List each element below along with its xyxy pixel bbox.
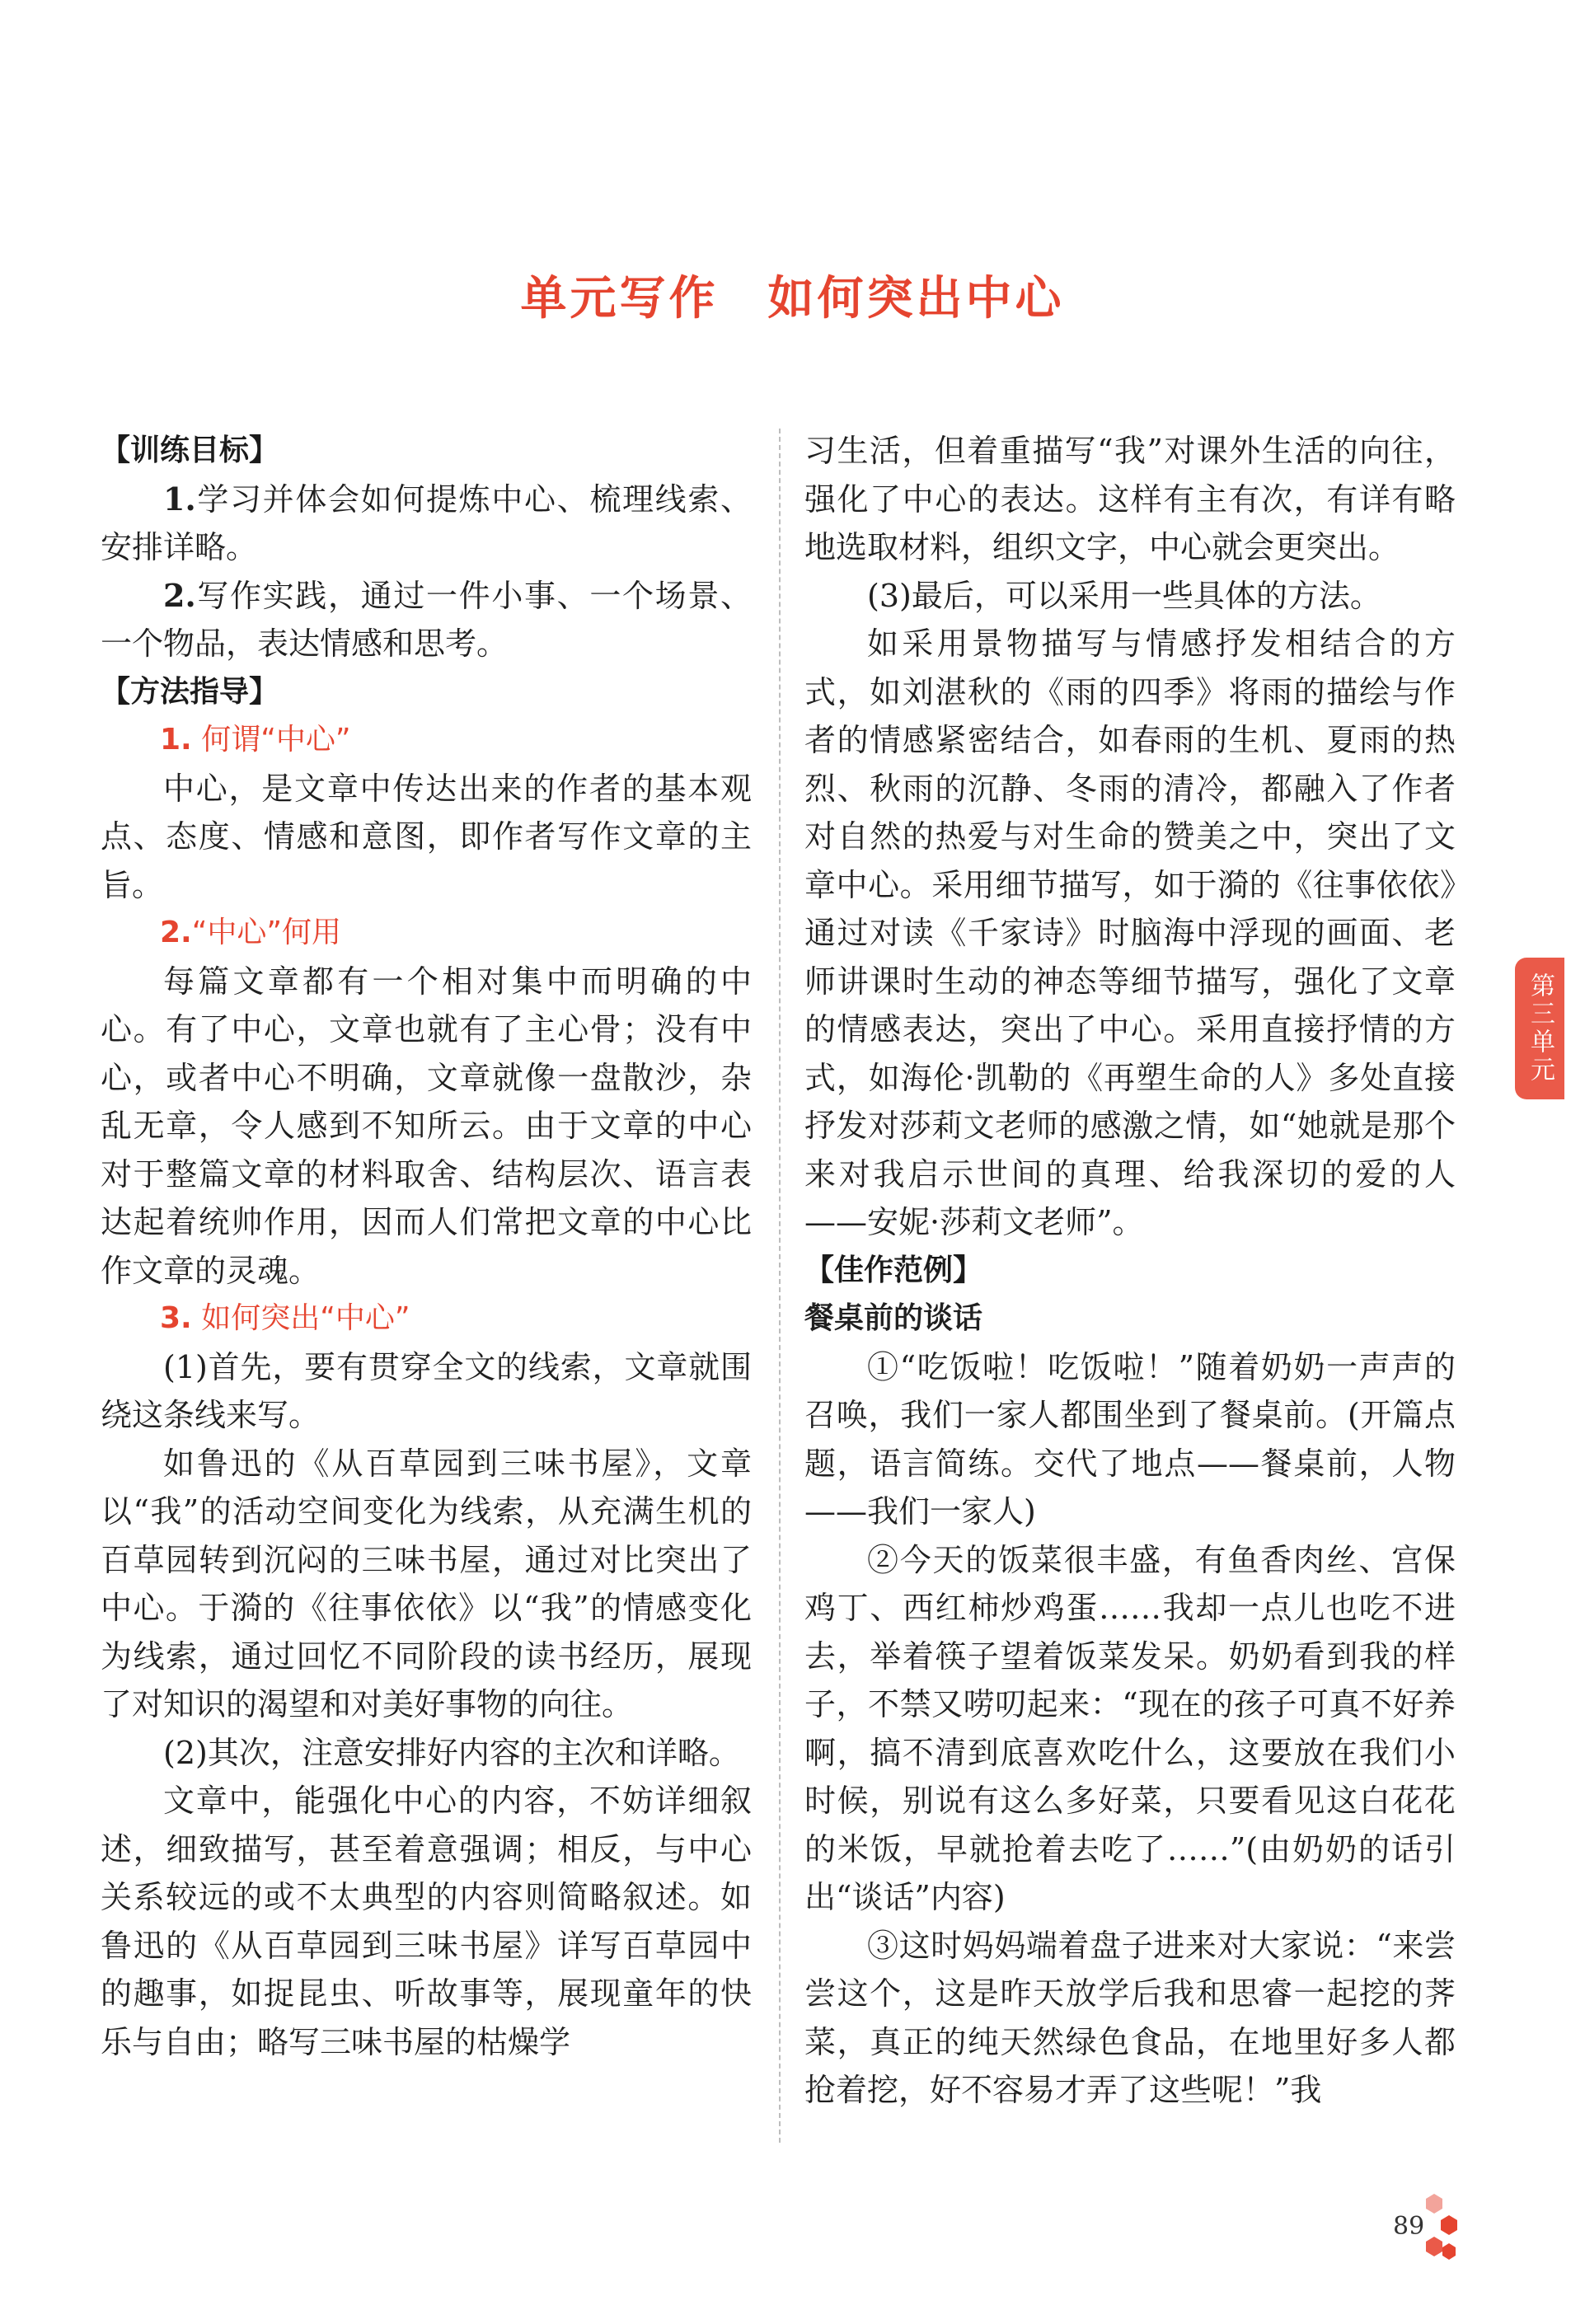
- paragraph-example-3: 如采用景物描写与情感抒发相结合的方式，如刘湛秋的《雨的四季》将雨的描绘与作者的情感紧密结合，如春雨的生机、夏雨的热烈、秋雨的沉静、冬雨的清冷，都融入了作者对自然的热爱与对生命的赞美之中，突出了文章中心。采用细节描写，如于漪的《往事依依》通过对读《千家诗》时脑海中浮现的画面、老师讲课时生动的神态等细节描写，强化了文章的情感表达，突出了中心。采用直接抒情的方式，如海伦·凯勒的《再塑生命的人》多处直接抒发对莎莉文老师的感激之情，如“她就是那个来对我启示世间的真理、给我深切的爱的人——安妮·莎莉文老师”。: [804, 626, 1456, 1240]
- subheading-3-text: 如何突出“中心”: [201, 1301, 410, 1335]
- essay-paragraph-1: ①“吃饭啦！吃饭啦！”随着奶奶一声声的召唤，我们一家人都围坐到了餐桌前。(开篇点题，语言简练。交代了地点——餐桌前，人物——我们一家人): [804, 1348, 1456, 1530]
- goal-2-text: 写作实践，通过一件小事、一个场景、一个物品，表达情感和思考。: [101, 577, 752, 662]
- column-divider: [779, 429, 781, 2143]
- essay-paragraph-3: ③这时妈妈端着盘子进来对大家说：“来尝尝这个，这是昨天放学后我和思睿一起挖的荠菜，真正的纯天然绿色食品，在地里好多人都抢着挖，好不容易才弄了这些呢！”我: [804, 1927, 1456, 2108]
- subheading-3-number: 3.: [160, 1301, 192, 1335]
- subheading-1-text: 何谓“中心”: [201, 723, 351, 757]
- paragraph-example-1: 如鲁迅的《从百草园到三味书屋》，文章以“我”的活动空间变化为线索，从充满生机的百草园转到沉闷的三味书屋，通过对比突出了中心。于漪的《往事依依》以“我”的情感变化为线索，通过回忆不同阶段的读书经历，展现了对知识的渴望和对美好事物的向往。: [101, 1445, 752, 1722]
- paragraph-definition: 中心，是文章中传达出来的作者的基本观点、态度、情感和意图，即作者写作文章的主旨。: [101, 770, 752, 903]
- section-heading-goals: 【训练目标】: [101, 433, 279, 467]
- paragraph-method-1: (1)首先，要有贯穿全文的线索，文章就围绕这条线来写。: [101, 1348, 752, 1433]
- section-heading-method: 【方法指导】: [101, 674, 279, 709]
- page-number: 89: [1393, 2212, 1425, 2241]
- subheading-1: [101, 716, 752, 765]
- paragraph-continued: 习生活，但着重描写“我”对课外生活的向往，强化了中心的表达。这样有主有次，有详有略地选取材料，组织文字，中心就会更突出。: [804, 433, 1456, 565]
- left-column: [101, 427, 752, 2066]
- goal-item-2: [101, 572, 752, 668]
- paragraph-method-2: (2)其次，注意安排好内容的主次和详略。: [163, 1734, 740, 1771]
- title-part1: 单元写作: [520, 272, 719, 326]
- subheading-2-text: “中心”何用: [191, 916, 342, 949]
- paragraph-method-3: (3)最后，可以采用一些具体的方法。: [867, 577, 1381, 614]
- essay-paragraph-2: ②今天的饭菜很丰盛，有鱼香肉丝、宫保鸡丁、西红柿炒鸡蛋……我却一点儿也吃不进去，举着筷子望着饭菜发呆。奶奶看到我的样子，不禁又唠叨起来：“现在的孩子可真不好养啊，搞不清到底喜欢吃什么，这要放在我们小时候，别说有这么多好菜，只要看见这白花花的米饭，早就抢着去吃了……”(由奶奶的话引出“谈话”内容): [804, 1541, 1456, 1915]
- title-part2: 如何突出中心: [767, 272, 1065, 326]
- goal-item-1: [101, 476, 752, 572]
- page-title: [0, 262, 1585, 328]
- essay-title: 餐桌前的谈话: [804, 1301, 983, 1335]
- section-heading-example: 【佳作范例】: [804, 1253, 983, 1287]
- subheading-3: [101, 1295, 752, 1343]
- paragraph-example-2: 文章中，能强化中心的内容，不妨详细叙述，细致描写，甚至着意强调；相反，与中心关系较远的或不太典型的内容则简略叙述。如鲁迅的《从百草园到三味书屋》详写百草园中的趣事，如捉昆虫、听故事等，展现童年的快乐与自由；略写三味书屋的枯燥学: [101, 1783, 752, 2060]
- subheading-2-number: 2.: [160, 916, 192, 949]
- subheading-2: [101, 909, 752, 958]
- unit-side-tab: 第三单元: [1515, 958, 1564, 1099]
- goal-2-number: 2.: [163, 576, 196, 614]
- right-column: [804, 427, 1456, 2115]
- paragraph-purpose: 每篇文章都有一个相对集中而明确的中心。有了中心，文章也就有了主心骨；没有中心，或者中心不明确，文章就像一盘散沙，杂乱无章，令人感到不知所云。由于文章的中心对于整篇文章的材料取舍、结构层次、语言表达起着统帅作用，因而人们常把文章的中心比作文章的灵魂。: [101, 963, 752, 1289]
- goal-1-text: 学习并体会如何提炼中心、梳理线索、安排详略。: [101, 480, 752, 565]
- subheading-1-number: 1.: [160, 723, 192, 757]
- goal-1-number: 1.: [163, 480, 196, 518]
